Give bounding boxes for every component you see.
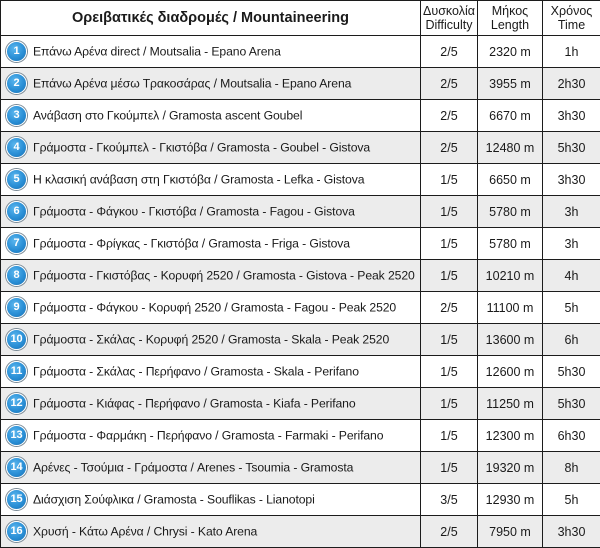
route-name: Γράμοστα - Φάγκου - Γκιστόβα / Gramosta - Fagou - Gistova xyxy=(33,205,355,219)
route-length: 7950 m xyxy=(478,516,543,548)
route-number-badge: 6 xyxy=(6,201,27,222)
route-name: Γράμοστα - Κιάφας - Περήφανο / Gramosta - Kiafa - Perifano xyxy=(33,397,356,411)
route-time: 8h xyxy=(543,452,600,484)
route-difficulty: 1/5 xyxy=(421,356,478,388)
route-length: 12930 m xyxy=(478,484,543,516)
table-row xyxy=(1,132,600,164)
route-name: Γράμοστα - Φαρμάκη - Περήφανο / Gramosta - Farmaki - Perifano xyxy=(33,429,383,443)
route-number-badge: 2 xyxy=(6,73,27,94)
route-name: Γράμοστα - Φάγκου - Κορυφή 2520 / Gramosta - Fagou - Peak 2520 xyxy=(33,301,396,315)
route-time: 2h30 xyxy=(543,68,600,100)
route-length: 6670 m xyxy=(478,100,543,132)
route-difficulty: 1/5 xyxy=(421,196,478,228)
route-number-badge: 4 xyxy=(6,137,27,158)
length-header-gr: Μήκος xyxy=(478,4,542,18)
route-name: Ανάβαση στο Γκούμπελ / Gramosta ascent Goubel xyxy=(33,109,302,123)
route-time: 5h xyxy=(543,484,600,516)
route-length: 13600 m xyxy=(478,324,543,356)
route-name: Γράμοστα - Φρίγκας - Γκιστόβα / Gramosta - Friga - Gistova xyxy=(33,237,350,251)
route-number-badge: 9 xyxy=(6,297,27,318)
route-name-cell xyxy=(1,36,421,68)
route-length: 10210 m xyxy=(478,260,543,292)
table-row xyxy=(1,164,600,196)
route-time: 6h30 xyxy=(543,420,600,452)
route-difficulty: 3/5 xyxy=(421,484,478,516)
route-difficulty: 1/5 xyxy=(421,164,478,196)
route-name: Η κλασική ανάβαση στη Γκιστόβα / Gramosta - Lefka - Gistova xyxy=(33,173,364,187)
route-length: 12300 m xyxy=(478,420,543,452)
route-name-cell xyxy=(1,100,421,132)
route-name: Γράμοστα - Γκιστόβας - Κορυφή 2520 / Gramosta - Gistova - Peak 2520 xyxy=(33,269,415,283)
route-name-cell xyxy=(1,132,421,164)
route-time: 5h30 xyxy=(543,388,600,420)
route-time: 5h30 xyxy=(543,356,600,388)
route-length: 12480 m xyxy=(478,132,543,164)
difficulty-header xyxy=(421,1,478,36)
route-number-badge: 14 xyxy=(6,457,27,478)
table-row xyxy=(1,420,600,452)
time-header-gr: Χρόνος xyxy=(543,4,600,18)
route-number-badge: 5 xyxy=(6,169,27,190)
route-name-cell xyxy=(1,260,421,292)
route-name-cell xyxy=(1,420,421,452)
time-header-en: Time xyxy=(543,18,600,32)
route-length: 12600 m xyxy=(478,356,543,388)
route-name-cell xyxy=(1,196,421,228)
route-name-cell xyxy=(1,484,421,516)
table-row xyxy=(1,260,600,292)
route-time: 5h xyxy=(543,292,600,324)
route-difficulty: 1/5 xyxy=(421,420,478,452)
route-length: 3955 m xyxy=(478,68,543,100)
length-header xyxy=(478,1,543,36)
route-name-cell xyxy=(1,68,421,100)
route-time: 6h xyxy=(543,324,600,356)
route-difficulty: 2/5 xyxy=(421,132,478,164)
route-number-badge: 13 xyxy=(6,425,27,446)
route-name-cell xyxy=(1,324,421,356)
route-difficulty: 1/5 xyxy=(421,452,478,484)
route-number-badge: 16 xyxy=(6,521,27,542)
route-name-cell xyxy=(1,388,421,420)
route-name: Γράμοστα - Γκούμπελ - Γκιστόβα / Gramosta - Goubel - Gistova xyxy=(33,141,370,155)
route-name: Επάνω Αρένα μέσω Τρακοσάρας / Moutsalia - Epano Arena xyxy=(33,77,351,91)
route-number-badge: 12 xyxy=(6,393,27,414)
route-time: 3h30 xyxy=(543,100,600,132)
table-row xyxy=(1,68,600,100)
route-time: 3h30 xyxy=(543,516,600,548)
header-row xyxy=(1,1,600,36)
route-name-cell xyxy=(1,516,421,548)
route-time: 4h xyxy=(543,260,600,292)
route-difficulty: 1/5 xyxy=(421,260,478,292)
table-row xyxy=(1,324,600,356)
route-name-cell xyxy=(1,452,421,484)
route-difficulty: 2/5 xyxy=(421,100,478,132)
route-number-badge: 10 xyxy=(6,329,27,350)
table-row xyxy=(1,100,600,132)
table-row xyxy=(1,292,600,324)
route-name: Αρένες - Τσούμια - Γράμοστα / Arenes - Tsoumia - Gramosta xyxy=(33,461,353,475)
route-difficulty: 1/5 xyxy=(421,228,478,260)
table-row xyxy=(1,484,600,516)
route-number-badge: 8 xyxy=(6,265,27,286)
difficulty-header-gr: Δυσκολία xyxy=(421,4,477,18)
route-number-badge: 11 xyxy=(6,361,27,382)
route-difficulty: 2/5 xyxy=(421,36,478,68)
route-length: 19320 m xyxy=(478,452,543,484)
route-number-badge: 7 xyxy=(6,233,27,254)
route-length: 6650 m xyxy=(478,164,543,196)
table-row xyxy=(1,228,600,260)
route-time: 3h xyxy=(543,228,600,260)
route-name-cell xyxy=(1,164,421,196)
route-time: 3h xyxy=(543,196,600,228)
route-number-badge: 1 xyxy=(6,41,27,62)
route-name: Χρυσή - Κάτω Αρένα / Chrysi - Kato Arena xyxy=(33,525,257,539)
route-length: 5780 m xyxy=(478,228,543,260)
route-length: 2320 m xyxy=(478,36,543,68)
route-name-cell xyxy=(1,228,421,260)
route-name-cell xyxy=(1,356,421,388)
route-time: 1h xyxy=(543,36,600,68)
time-header xyxy=(543,1,600,36)
route-difficulty: 2/5 xyxy=(421,292,478,324)
route-name-cell xyxy=(1,292,421,324)
route-name: Γράμοστα - Σκάλας - Περήφανο / Gramosta - Skala - Perifano xyxy=(33,365,359,379)
route-name: Επάνω Αρένα direct / Moutsalia - Epano Arena xyxy=(33,45,281,59)
route-length: 5780 m xyxy=(478,196,543,228)
route-number-badge: 15 xyxy=(6,489,27,510)
table-row xyxy=(1,356,600,388)
table-row xyxy=(1,516,600,548)
table-title: Ορειβατικές διαδρομές / Mountaineering xyxy=(1,1,421,36)
table-row xyxy=(1,452,600,484)
route-difficulty: 1/5 xyxy=(421,388,478,420)
route-length: 11100 m xyxy=(478,292,543,324)
route-difficulty: 2/5 xyxy=(421,68,478,100)
route-name: Γράμοστα - Σκάλας - Κορυφή 2520 / Gramosta - Skala - Peak 2520 xyxy=(33,333,389,347)
table-row xyxy=(1,196,600,228)
route-difficulty: 2/5 xyxy=(421,516,478,548)
route-difficulty: 1/5 xyxy=(421,324,478,356)
route-name: Διάσχιση Σούφλικα / Gramosta - Souflikas - Lianotopi xyxy=(33,493,315,507)
route-number-badge: 3 xyxy=(6,105,27,126)
length-header-en: Length xyxy=(478,18,542,32)
route-length: 11250 m xyxy=(478,388,543,420)
difficulty-header-en: Difficulty xyxy=(421,18,477,32)
route-time: 5h30 xyxy=(543,132,600,164)
table-row xyxy=(1,388,600,420)
table-row xyxy=(1,36,600,68)
route-time: 3h30 xyxy=(543,164,600,196)
